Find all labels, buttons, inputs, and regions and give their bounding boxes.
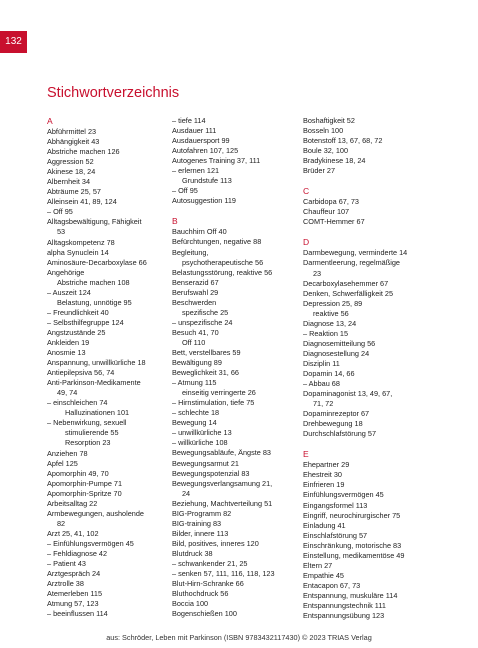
index-entry: Grundstufe 113 — [182, 176, 232, 186]
index-entry: Anosmie 13 — [47, 348, 86, 358]
index-entry: Depression 25, 89 — [303, 298, 363, 308]
index-entry: – Nebenwirkung, sexuell — [47, 418, 127, 428]
index-entry: Bauchhirn Off 40 — [172, 227, 227, 237]
index-entry: Benserazid 67 — [172, 277, 219, 287]
index-entry: Brüder 27 — [303, 166, 336, 176]
index-entry: Ehestreit 30 — [303, 470, 342, 480]
index-entry: Armbewegungen, ausholende — [47, 508, 144, 518]
index-entry: Entspannung, muskuläre 114 — [303, 590, 398, 600]
index-entry: Berufswahl 29 — [172, 287, 219, 297]
index-entry: Darmbewegung, verminderte 14 — [303, 248, 408, 258]
index-entry: Halluzinationen 101 — [65, 408, 130, 418]
index-entry: Apomorphin-Pumpe 71 — [47, 478, 123, 488]
index-entry: – Patient 43 — [47, 559, 86, 569]
index-entry: 53 — [57, 227, 66, 237]
index-entry: – senken 57, 111, 116, 118, 123 — [172, 569, 275, 579]
index-entry: 71, 72 — [313, 399, 334, 409]
index-entry: Einfühlungsvermögen 45 — [303, 490, 384, 500]
index-entry: Bewegung 14 — [172, 418, 217, 428]
index-entry: reaktive 56 — [313, 308, 349, 318]
index-entry: Apomorphin 49, 70 — [47, 468, 109, 478]
index-entry: Diagnose 13, 24 — [303, 318, 357, 328]
index-entry: – Fehldiagnose 42 — [47, 548, 108, 558]
index-entry: Antiepilepsiva 56, 74 — [47, 368, 115, 378]
index-entry: Bewegungsarmut 21 — [172, 458, 239, 468]
page-title: Stichwortverzeichnis — [47, 85, 180, 101]
index-entry: Einschlafstörung 57 — [303, 530, 368, 540]
index-entry: Einladung 41 — [303, 520, 346, 530]
index-entry: Begleitung, — [172, 247, 209, 257]
index-letter-heading: C — [303, 186, 310, 197]
index-entry: Anti-Parkinson-Medikamente — [47, 378, 141, 388]
index-entry: Empathie 45 — [303, 570, 344, 580]
index-entry: Abträume 25, 57 — [47, 187, 101, 197]
index-entry: Diagnosemitteilung 56 — [303, 338, 376, 348]
index-column-1 — [47, 116, 175, 619]
index-entry: Bild, positives, inneres 120 — [172, 538, 259, 548]
index-entry: – tiefe 114 — [172, 116, 206, 125]
index-entry: Arztrolle 38 — [47, 579, 84, 589]
index-column-3 — [303, 116, 443, 621]
index-entry: Anziehen 78 — [47, 448, 88, 458]
copyright-footer: aus: Schröder, Leben mit Parkinson (ISBN 9783432117430) © 2023 TRIAS Verlag — [106, 633, 372, 642]
index-entry: Angstzustände 25 — [47, 327, 106, 337]
index-entry: Drehbewegung 18 — [303, 419, 363, 429]
index-entry: Alltagskompetenz 78 — [47, 237, 115, 247]
index-entry: Dopaminrezeptor 67 — [303, 409, 370, 419]
index-entry: Entacapon 67, 73 — [303, 580, 361, 590]
index-entry: Abführmittel 23 — [47, 127, 97, 136]
index-entry: Bewältigung 89 — [172, 358, 222, 368]
index-entry: – Selbsthilfegruppe 124 — [47, 317, 124, 327]
index-entry: Belastung, unnötige 95 — [57, 297, 132, 307]
index-entry: Atemerleben 115 — [47, 589, 103, 599]
index-entry: 49, 74 — [57, 388, 78, 398]
index-entry: – schwankender 21, 25 — [172, 558, 248, 568]
index-entry: spezifische 25 — [182, 307, 229, 317]
index-entry: Aggression 52 — [47, 157, 94, 167]
index-entry: Alltagsbewältigung, Fähigkeit — [47, 217, 142, 227]
index-entry: Einschränkung, motorische 83 — [303, 540, 402, 550]
index-letter-heading: E — [303, 449, 309, 460]
index-entry: – Off 95 — [47, 207, 73, 217]
index-entry: stimulierende 55 — [65, 428, 119, 438]
index-entry: Ausdauer 111 — [172, 126, 217, 136]
index-entry: Off 110 — [182, 337, 206, 347]
index-entry: alpha Synuclein 14 — [47, 247, 109, 257]
index-entry: – Reaktion 15 — [303, 328, 349, 338]
index-entry: 23 — [313, 268, 322, 278]
index-entry: einseitig verringerte 26 — [182, 388, 256, 398]
index-entry: Bosseln 100 — [303, 126, 344, 136]
index-entry: Einstellung, medikamentöse 49 — [303, 550, 405, 560]
index-column-2 — [172, 116, 300, 619]
index-letter-heading: D — [303, 237, 310, 248]
index-entry: Beweglichkeit 31, 66 — [172, 368, 239, 378]
index-entry: Boule 32, 100 — [303, 146, 349, 156]
index-entry: Apomorphin-Spritze 70 — [47, 488, 122, 498]
index-entry: Ehepartner 29 — [303, 460, 350, 470]
index-entry: COMT-Hemmer 67 — [303, 217, 365, 227]
index-entry: Eingangsformel 113 — [303, 500, 368, 510]
index-entry: – Off 95 — [172, 186, 198, 196]
index-entry: Dopamin 14, 66 — [303, 368, 355, 378]
index-entry: Bluthochdruck 56 — [172, 589, 229, 599]
index-entry: Durchschlafstörung 57 — [303, 429, 377, 439]
index-letter-heading: A — [47, 116, 53, 126]
index-entry: – Auszeit 124 — [47, 287, 91, 297]
index-entry: Carbidopa 67, 73 — [303, 197, 359, 207]
page-number-badge: 132 — [0, 31, 27, 53]
index-entry: BIG-Programm 82 — [172, 508, 232, 518]
index-entry: Einfrieren 19 — [303, 480, 345, 490]
index-entry: Disziplin 11 — [303, 358, 340, 368]
index-entry: Entspannungsübung 123 — [303, 611, 385, 621]
index-entry: Bewegungspotenzial 83 — [172, 468, 250, 478]
index-entry: psychotherapeutische 56 — [182, 257, 264, 267]
index-entry: 24 — [182, 488, 191, 498]
index-entry: Belastungsstörung, reaktive 56 — [172, 267, 273, 277]
index-entry: – Abbau 68 — [303, 379, 340, 389]
index-entry: Befürchtungen, negative 88 — [172, 237, 262, 247]
index-entry: Bewegungsabläufe, Ängste 83 — [172, 448, 271, 458]
index-letter-heading: B — [172, 216, 178, 227]
index-entry: Blutdruck 38 — [172, 548, 213, 558]
index-entry: Abhängigkeit 43 — [47, 137, 100, 147]
index-entry: Alleinsein 41, 89, 124 — [47, 197, 117, 207]
index-entry: Botenstoff 13, 67, 68, 72 — [303, 136, 383, 146]
index-entry: Ausdauersport 99 — [172, 136, 230, 146]
index-entry: Atmung 57, 123 — [47, 599, 99, 609]
index-entry: Boshaftigkeit 52 — [303, 116, 355, 125]
index-entry: Bilder, innere 113 — [172, 528, 229, 538]
index-entry: Arbeitsalltag 22 — [47, 498, 98, 508]
index-entry: Akinese 18, 24 — [47, 167, 96, 177]
index-entry: Angehörige — [47, 267, 85, 277]
index-entry: Eingriff, neurochirurgischer 75 — [303, 510, 401, 520]
index-entry: – Hirnstimulation, tiefe 75 — [172, 398, 255, 408]
index-entry: – schlechte 18 — [172, 408, 220, 418]
index-entry: Blut-Hirn-Schranke 66 — [172, 579, 244, 589]
index-entry: – willkürliche 108 — [172, 438, 228, 448]
index-entry: 82 — [57, 518, 66, 528]
index-entry: Albernheit 34 — [47, 177, 91, 187]
index-entry: – unwillkürliche 13 — [172, 428, 232, 438]
index-entry: Denken, Schwerfälligkeit 25 — [303, 288, 394, 298]
index-entry: Resorption 23 — [65, 438, 111, 448]
index-entry: Darmentleerung, regelmäßige — [303, 258, 400, 268]
index-entry: Bogenschießen 100 — [172, 609, 237, 619]
index-entry: – Atmung 115 — [172, 378, 217, 388]
index-entry: Apfel 125 — [47, 458, 78, 468]
index-entry: Aminosäure-Decarboxylase 66 — [47, 257, 147, 267]
index-entry: Besuch 41, 70 — [172, 327, 219, 337]
index-entry: Boccia 100 — [172, 599, 209, 609]
index-entry: BIG-training 83 — [172, 518, 222, 528]
index-entry: Autogenes Training 37, 111 — [172, 156, 261, 166]
index-entry: Decarboxylasehemmer 67 — [303, 278, 389, 288]
index-entry: Abstriche machen 108 — [57, 277, 130, 287]
index-entry: Beziehung, Machtverteilung 51 — [172, 498, 273, 508]
index-entry: Eltern 27 — [303, 560, 333, 570]
index-entry: Beschwerden — [172, 297, 217, 307]
index-entry: – Einfühlungsvermögen 45 — [47, 538, 134, 548]
index-entry: Dopaminagonist 13, 49, 67, — [303, 389, 393, 399]
index-entry: Abstriche machen 126 — [47, 147, 120, 157]
index-entry: Chauffeur 107 — [303, 207, 350, 217]
index-entry: Arzt 25, 41, 102 — [47, 528, 99, 538]
index-entry: – erlernen 121 — [172, 166, 220, 176]
index-entry: – Freundlichkeit 40 — [47, 307, 109, 317]
index-entry: Diagnosestellung 24 — [303, 348, 370, 358]
index-entry: – unspezifische 24 — [172, 317, 233, 327]
index-entry: Ankleiden 19 — [47, 337, 90, 347]
index-entry: Arztgespräch 24 — [47, 569, 101, 579]
index-entry: Autosuggestion 119 — [172, 196, 236, 206]
index-entry: Bradykinese 18, 24 — [303, 156, 366, 166]
index-entry: Bewegungsverlangsamung 21, — [172, 478, 273, 488]
index-entry: Bett, verstellbares 59 — [172, 347, 241, 357]
index-entry: – einschleichen 74 — [47, 398, 108, 408]
index-entry: Entspannungstechnik 111 — [303, 600, 386, 610]
index-entry: Autofahren 107, 125 — [172, 146, 239, 156]
index-entry: Anspannung, unwillkürliche 18 — [47, 358, 146, 368]
index-entry: – beeinflussen 114 — [47, 609, 108, 619]
